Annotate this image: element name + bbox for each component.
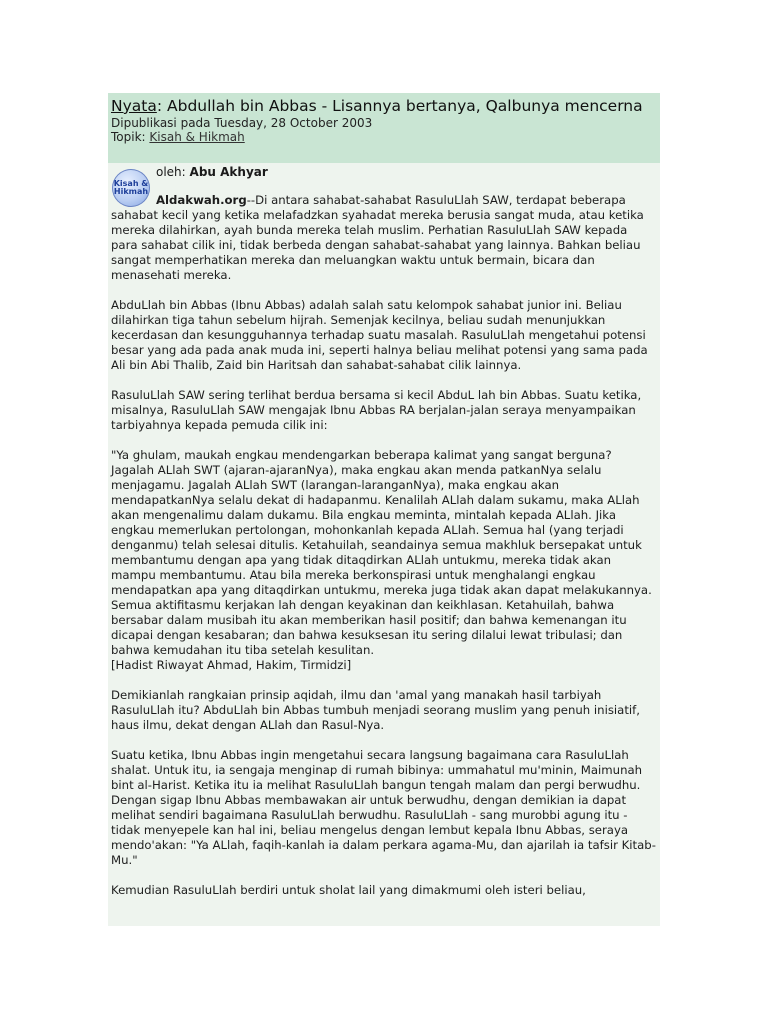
site-name: Aldakwah.org [156, 193, 247, 207]
badge-line-2: Hikmah [113, 187, 149, 196]
lead-text: --Di antara sahabat-sahabat RasuluLlah SAW, terdapat beberapa sahabat kecil yang ketika melafadzkan syahadat mereka berusia sangat muda, atau ketika mereka dilahirkan, ayah bunda mereka telah muslim. Perhatian RasuluLlah SAW kepada para sahabat cilik ini, tidak berbeda dengan sahabat-sahabat yang lainnya. Bahkan beliau sangat memperhatikan mereka dan meluangkan waktu untuk bermain, bicara dan menasehati mereka. [111, 193, 644, 282]
title-separator: : [156, 97, 167, 115]
article-body [108, 193, 660, 898]
author-byline [156, 165, 268, 180]
paragraph-7: Kemudian RasuluLlah berdiri untuk sholat lail yang dimakmumi oleh isteri beliau, [111, 883, 586, 897]
paragraph-lead [111, 193, 657, 283]
paragraph-3: RasuluLlah SAW sering terlihat berdua bersama si kecil AbduL lah bin Abbas. Suatu ketika, misalnya, RasuluLlah SAW mengajak Ibnu Abbas RA berjalan-jalan seraya menyampaikan tarbiyahnya kepada pemuda cilik ini: [111, 388, 642, 432]
paragraph-5: Demikianlah rangkaian prinsip aqidah, ilmu dan 'amal yang manakah hasil tarbiyah RasuluLlah itu? AbduLlah bin Abbas tumbuh menjadi seorang muslim yang penuh inisiatif, haus ilmu, dekat dengan ALlah dan Rasul-Nya. [111, 688, 640, 732]
hadith-quote: "Ya ghulam, maukah engkau mendengarkan beberapa kalimat yang sangat berguna? Jagalah ALlah SWT (ajaran-ajaranNya), maka engkau akan menda patkanNya selalu menjagamu. Jagalah ALlah SWT (larangan-laranganNya), maka engkau akan mendapatkanNya selalu dekat di hadapanmu. Kenalilah ALlah dalam sukamu, maka ALlah akan mengenalimu dalam dukamu. Bila engkau meminta, mintalah kepada ALlah. Jika engkau memerlukan pertolongan, mohonkanlah kepada ALlah. Semua hal (yang terjadi denganmu) telah selesai ditulis. Ketahuilah, seandainya semua makhluk bersepakat untuk membantumu dengan apa yang tidak ditaqdirkan ALlah untukmu, mereka tidak akan mampu membantumu. Atau bila mereka berkonspirasi untuk menghalangi engkau mendapatkan apa yang ditaqdirkan untukmu, mereka juga tidak akan dapat melakukannya. Semua aktifitasmu kerjakan lah dengan keyakinan dan keikhlasan. Ketahuilah, bahwa bersabar dalam musibah itu akan memberikan hasil positif; dan bahwa kemenangan itu dicapai dengan kesabaran; dan bahwa kesuksesan itu sering dilalui lewat tribulasi; dan bahwa kemudahan itu tiba setelah kesulitan. [111, 448, 652, 657]
topic-line [111, 130, 656, 144]
author-name: Abu Akhyar [189, 165, 268, 179]
publish-date: Dipublikasi pada Tuesday, 28 October 2003 [111, 116, 373, 130]
author-prefix: oleh: [156, 165, 190, 179]
author-row [108, 163, 660, 199]
article-page [108, 93, 660, 926]
topic-link[interactable]: Kisah & Hikmah [149, 130, 245, 144]
badge-line-1: Kisah & [113, 179, 149, 188]
kisah-hikmah-badge-icon[interactable] [112, 169, 150, 207]
paragraph-2: AbduLlah bin Abbas (Ibnu Abbas) adalah salah satu kelompok sahabat junior ini. Beliau dilahirkan tiga tahun sebelum hijrah. Semenjak kecilnya, beliau sudah menunjukkan kecerdasan dan kesungguhannya terhadap suatu masalah. RasuluLlah mengetahui potensi besar yang ada pada anak muda ini, seperti halnya beliau melihat potensi yang sama pada Ali bin Abi Thalib, Zaid bin Haritsah dan sahabat-sahabat cilik lainnya. [111, 298, 648, 372]
hadith-reference: [Hadist Riwayat Ahmad, Hakim, Tirmidzi] [111, 658, 352, 672]
topic-prefix: Topik: [111, 130, 150, 144]
article-header [108, 93, 660, 163]
paragraph-6: Suatu ketika, Ibnu Abbas ingin mengetahui secara langsung bagaimana cara RasuluLlah shalat. Untuk itu, ia sengaja menginap di rumah bibinya: ummahatul mu'minin, Maimunah bint al-Harist. Ketika itu ia melihat RasuluLlah bangun tengah malam dan pergi berwudhu. Dengan sigap Ibnu Abbas membawakan air untuk berwudhu, dengan demikian ia dapat melihat sendiri bagaimana RasuluLlah berwudhu. RasuluLlah - sang murobbi agung itu - tidak menyepele kan hal ini, beliau mengelus dengan lembut kepala Ibnu Abbas, seraya mendo'akan: "Ya ALlah, faqih-kanlah ia dalam perkara agama-Mu, dan ajarilah ia tafsir Kitab-Mu." [111, 748, 656, 867]
section-link[interactable]: Nyata [111, 97, 157, 115]
article-title [111, 96, 656, 116]
title-text: Abdullah bin Abbas - Lisannya bertanya, Qalbunya mencerna [167, 97, 643, 115]
